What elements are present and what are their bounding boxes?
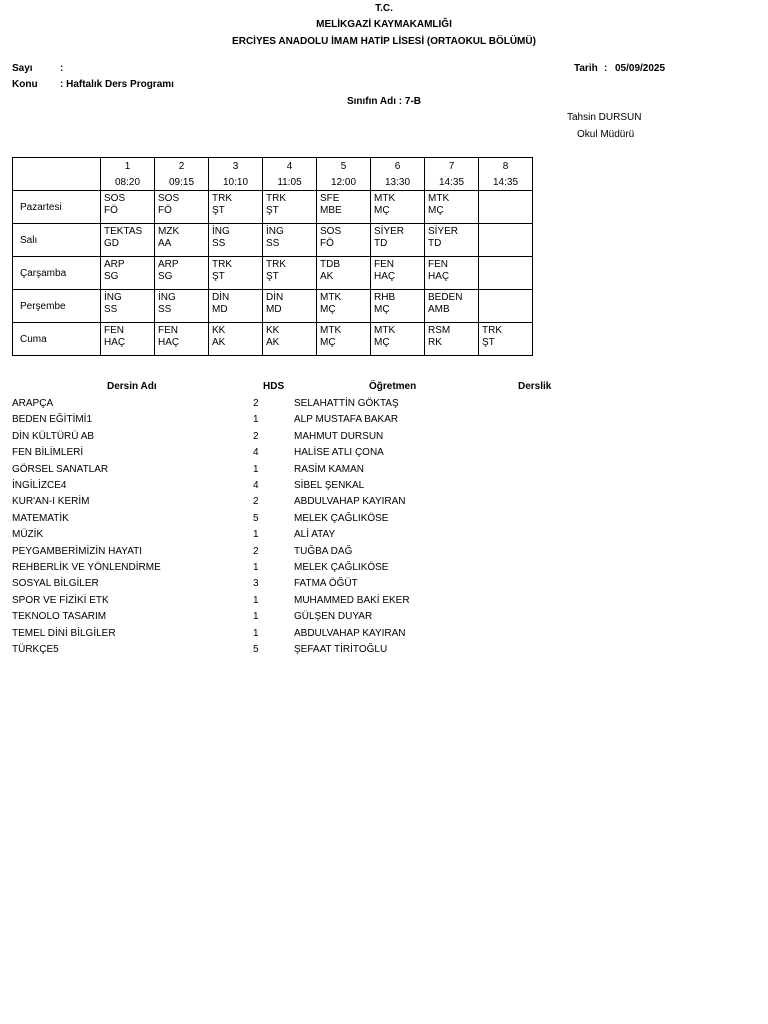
period-header	[425, 158, 479, 191]
lesson-cell	[317, 290, 371, 323]
lesson-name: DİN KÜLTÜRÜ AB	[12, 430, 95, 442]
lesson-code: İNG	[212, 226, 230, 237]
lesson-cell	[263, 257, 317, 290]
lesson-cell	[317, 323, 371, 356]
lesson-code: TRK	[212, 259, 232, 270]
lesson-hds: 1	[253, 463, 259, 475]
lesson-name: KUR'AN-I KERİM	[12, 496, 90, 508]
lesson-code: FEN	[104, 325, 124, 336]
lesson-teacher: MELEK ÇAĞLIKÖSE	[294, 512, 389, 524]
teacher-code: ŞT	[482, 337, 495, 348]
lesson-cell	[263, 224, 317, 257]
lesson-row	[0, 562, 768, 578]
lesson-cell	[209, 191, 263, 224]
period-header	[101, 158, 155, 191]
period-header	[479, 158, 533, 191]
teacher-code: SS	[104, 304, 118, 315]
header-school: ERCİYES ANADOLU İMAM HATİP LİSESİ (ORTAOKUL BÖLÜMÜ)	[232, 36, 536, 47]
period-time: 09:15	[168, 177, 195, 188]
period-time: 12:00	[330, 177, 357, 188]
lesson-code: MTK	[320, 292, 342, 303]
lesson-cell	[155, 323, 209, 356]
sayi-label: Sayı	[12, 63, 33, 74]
teacher-code: AK	[212, 337, 226, 348]
lesson-hds: 2	[253, 545, 259, 557]
teacher-code: FÖ	[320, 238, 334, 249]
lesson-name: SOSYAL BİLGİLER	[12, 578, 99, 590]
teacher-code: MÇ	[428, 205, 444, 216]
teacher-code: MÇ	[374, 304, 390, 315]
lesson-hds: 3	[253, 578, 259, 590]
lesson-hds: 2	[253, 398, 259, 409]
principal-title: Okul Müdürü	[577, 129, 635, 140]
lesson-teacher: MAHMUT DURSUN	[294, 430, 384, 442]
lesson-cell	[101, 224, 155, 257]
lesson-cell	[209, 224, 263, 257]
lesson-code: TRK	[266, 259, 286, 270]
teacher-code: ŞT	[212, 205, 225, 216]
lesson-cell	[371, 257, 425, 290]
lesson-row	[0, 480, 768, 496]
lesson-cell	[155, 191, 209, 224]
lesson-cell	[263, 290, 317, 323]
lesson-row	[0, 628, 768, 644]
schedule-header-row	[13, 158, 533, 191]
lesson-teacher: GÜLŞEN DUYAR	[294, 611, 373, 623]
schedule-day-row	[13, 290, 533, 323]
lesson-row	[0, 398, 768, 414]
lesson-code: RSM	[428, 325, 451, 336]
lesson-row	[0, 546, 768, 562]
lesson-row	[0, 529, 768, 545]
lesson-code: ARP	[158, 259, 179, 270]
teacher-code: TD	[428, 238, 442, 249]
period-time: 11:05	[277, 177, 302, 188]
period-header	[209, 158, 263, 191]
lesson-name: BEDEN EĞİTİMİ1	[12, 414, 93, 426]
teacher-code: HAÇ	[428, 271, 450, 282]
lesson-code: FEN	[158, 325, 178, 336]
lesson-row	[0, 414, 768, 430]
tarih-label: Tarih	[574, 63, 598, 74]
lesson-row	[0, 496, 768, 512]
period-number: 3	[232, 161, 239, 172]
lesson-hds: 4	[253, 480, 259, 491]
lesson-hds: 2	[253, 496, 259, 508]
teacher-code: SG	[158, 271, 173, 282]
teacher-code: ŞT	[266, 205, 279, 216]
tarih-colon: :	[604, 63, 608, 74]
lesson-cell	[317, 191, 371, 224]
header-district: MELİKGAZİ KAYMAKAMLIĞI	[316, 19, 452, 30]
teacher-code: MÇ	[374, 205, 390, 216]
lesson-row	[0, 447, 768, 463]
lesson-hds: 5	[253, 644, 259, 655]
lesson-code: KK	[212, 325, 226, 336]
lesson-code: TDB	[320, 259, 340, 270]
lesson-teacher: ALİ ATAY	[294, 529, 336, 541]
lesson-code: DİN	[266, 292, 284, 303]
lesson-teacher: SELAHATTİN GÖKTAŞ	[294, 398, 399, 409]
lesson-cell	[371, 224, 425, 257]
teacher-code: MD	[212, 304, 228, 315]
period-number: 7	[448, 161, 455, 172]
teacher-code: AA	[158, 238, 172, 249]
teacher-code: AK	[320, 271, 334, 282]
lesson-hds: 1	[253, 627, 259, 639]
lesson-name: İNGİLİZCE4	[12, 480, 67, 491]
lesson-cell	[155, 257, 209, 290]
header-tc: T.C.	[375, 3, 393, 14]
period-header	[371, 158, 425, 191]
lesson-code: SİYER	[428, 226, 459, 237]
lesson-hds: 1	[253, 562, 259, 573]
lesson-cell	[425, 224, 479, 257]
lesson-cell	[317, 224, 371, 257]
lesson-code: FEN	[374, 259, 394, 270]
teacher-code: MD	[266, 304, 282, 315]
lesson-code: MZK	[158, 226, 180, 237]
lesson-code: TEKTAS	[104, 226, 143, 237]
lesson-code: SOS	[158, 193, 180, 204]
period-header	[317, 158, 371, 191]
konu-value: : Haftalık Ders Programı	[60, 79, 174, 90]
period-number: 6	[394, 161, 401, 172]
lesson-row	[0, 644, 768, 660]
lesson-code: İNG	[266, 226, 284, 237]
lesson-code: TRK	[266, 193, 286, 204]
principal-name: Tahsin DURSUN	[567, 112, 642, 123]
lessons-header-teacher: Öğretmen	[369, 381, 417, 392]
lesson-code: FEN	[428, 259, 448, 270]
lesson-hds: 1	[253, 529, 259, 541]
lessons-header-hds: HDS	[263, 381, 285, 392]
lesson-code: SOS	[104, 193, 126, 204]
lesson-code: TRK	[482, 325, 502, 336]
lesson-cell	[371, 323, 425, 356]
lesson-code: SOS	[320, 226, 342, 237]
tarih-value: 05/09/2025	[615, 63, 666, 74]
lesson-code: RHB	[374, 292, 396, 303]
teacher-code: SS	[158, 304, 172, 315]
lesson-cell	[425, 191, 479, 224]
period-number: 8	[502, 161, 509, 172]
lesson-name: MATEMATİK	[12, 512, 69, 524]
lesson-row	[0, 578, 768, 594]
lesson-name: TEKNOLO TASARIM	[12, 611, 107, 623]
lesson-cell	[371, 191, 425, 224]
teacher-code: FÖ	[158, 205, 172, 216]
lesson-code: TRK	[212, 193, 232, 204]
lesson-hds: 1	[253, 611, 259, 623]
day-name: Çarşamba	[13, 257, 101, 290]
teacher-code: MBE	[320, 205, 342, 216]
lesson-hds: 5	[253, 512, 259, 524]
lesson-name: MÜZİK	[12, 529, 44, 541]
period-time: 10:10	[222, 177, 249, 188]
lesson-cell	[317, 257, 371, 290]
lesson-code: DİN	[212, 292, 230, 303]
lesson-teacher: ALP MUSTAFA BAKAR	[294, 414, 399, 426]
lesson-cell	[263, 323, 317, 356]
period-time: 13:30	[384, 177, 411, 188]
lesson-teacher: MELEK ÇAĞLIKÖSE	[294, 562, 389, 573]
lesson-teacher: TUĞBA DAĞ	[294, 545, 353, 557]
lesson-cell	[263, 191, 317, 224]
teacher-code: HAÇ	[158, 337, 180, 348]
class-name: Sınıfın Adı : 7-B	[346, 96, 422, 107]
lesson-code: KK	[266, 325, 280, 336]
period-time: 14:35	[492, 177, 519, 188]
lesson-teacher: RASİM KAMAN	[294, 463, 365, 475]
schedule-day-row	[13, 191, 533, 224]
teacher-code: HAÇ	[104, 337, 126, 348]
lesson-cell	[371, 290, 425, 323]
lesson-name: SPOR VE FİZİKİ ETK	[12, 594, 109, 606]
lesson-name: GÖRSEL SANATLAR	[12, 463, 109, 475]
teacher-code: MÇ	[374, 337, 390, 348]
teacher-code: SS	[212, 238, 226, 249]
sayi-colon: :	[60, 63, 64, 74]
lesson-cell	[101, 191, 155, 224]
lesson-code: BEDEN	[428, 292, 463, 303]
lessons-header-name: Dersin Adı	[107, 381, 157, 392]
period-header	[155, 158, 209, 191]
teacher-code: RK	[428, 337, 442, 348]
lesson-cell	[479, 290, 533, 323]
lesson-code: MTK	[320, 325, 342, 336]
lesson-code: ARP	[104, 259, 125, 270]
lesson-cell	[101, 257, 155, 290]
teacher-code: AK	[266, 337, 280, 348]
lesson-cell	[479, 224, 533, 257]
lesson-cell	[155, 224, 209, 257]
teacher-code: MÇ	[320, 337, 336, 348]
period-time: 14:35	[438, 177, 465, 188]
period-number: 1	[124, 161, 131, 172]
day-name: Cuma	[13, 323, 101, 356]
lesson-code: SİYER	[374, 226, 405, 237]
teacher-code: TD	[374, 238, 388, 249]
lesson-teacher: MUHAMMED BAKİ EKER	[294, 594, 410, 606]
lesson-cell	[425, 257, 479, 290]
day-name: Salı	[13, 224, 101, 257]
lessons-header-room: Derslik	[518, 381, 552, 392]
lesson-name: ARAPÇA	[12, 398, 54, 409]
lesson-row	[0, 595, 768, 611]
schedule-day-row	[13, 257, 533, 290]
lesson-cell	[479, 323, 533, 356]
lesson-cell	[425, 290, 479, 323]
lesson-teacher: HALİSE ATLI ÇONA	[294, 447, 384, 459]
lesson-cell	[155, 290, 209, 323]
lesson-code: MTK	[374, 193, 396, 204]
lesson-name: REHBERLİK VE YÖNLENDİRME	[12, 562, 161, 573]
lesson-hds: 2	[253, 430, 259, 442]
teacher-code: SS	[266, 238, 280, 249]
lesson-cell	[209, 323, 263, 356]
lesson-teacher: ABDULVAHAP KAYIRAN	[294, 627, 406, 639]
lesson-hds: 1	[253, 414, 259, 426]
lesson-code: MTK	[428, 193, 450, 204]
period-number: 4	[286, 161, 293, 172]
lesson-code: İNG	[104, 292, 122, 303]
lesson-teacher: ABDULVAHAP KAYIRAN	[294, 496, 406, 508]
lesson-row	[0, 513, 768, 529]
schedule-day-row	[13, 323, 533, 356]
weekly-schedule-table	[12, 157, 533, 356]
lesson-code: MTK	[374, 325, 396, 336]
lesson-teacher: ŞEFAAT TİRİTOĞLU	[294, 644, 388, 655]
schedule-day-row	[13, 224, 533, 257]
lesson-cell	[209, 290, 263, 323]
lesson-cell	[101, 290, 155, 323]
schedule-corner-cell	[13, 158, 101, 191]
lesson-name: PEYGAMBERİMİZİN HAYATI	[12, 545, 143, 557]
lesson-row	[0, 464, 768, 480]
lesson-code: SFE	[320, 193, 340, 204]
lesson-hds: 1	[253, 594, 259, 606]
teacher-code: MÇ	[320, 304, 336, 315]
teacher-code: ŞT	[212, 271, 225, 282]
lesson-code: İNG	[158, 292, 176, 303]
lesson-name: TEMEL DİNİ BİLGİLER	[12, 627, 116, 639]
lesson-cell	[101, 323, 155, 356]
lesson-name: FEN BİLİMLERİ	[12, 447, 84, 459]
period-number: 2	[178, 161, 185, 172]
lesson-cell	[209, 257, 263, 290]
lesson-row	[0, 431, 768, 447]
lesson-cell	[479, 191, 533, 224]
lesson-row	[0, 611, 768, 627]
lesson-cell	[479, 257, 533, 290]
teacher-code: GD	[104, 238, 119, 249]
day-name: Pazartesi	[13, 191, 101, 224]
lesson-name: TÜRKÇE5	[12, 644, 59, 655]
lesson-cell	[425, 323, 479, 356]
lesson-teacher: SİBEL ŞENKAL	[294, 480, 365, 491]
day-name: Perşembe	[13, 290, 101, 323]
period-number: 5	[340, 161, 347, 172]
teacher-code: FÖ	[104, 205, 118, 216]
teacher-code: SG	[104, 271, 119, 282]
teacher-code: HAÇ	[374, 271, 396, 282]
konu-label: Konu	[12, 79, 38, 90]
lesson-hds: 4	[253, 447, 259, 459]
period-time: 08:20	[114, 177, 141, 188]
teacher-code: AMB	[428, 304, 450, 315]
lesson-teacher: FATMA ÖĞÜT	[294, 578, 358, 590]
period-header	[263, 158, 317, 191]
teacher-code: ŞT	[266, 271, 279, 282]
